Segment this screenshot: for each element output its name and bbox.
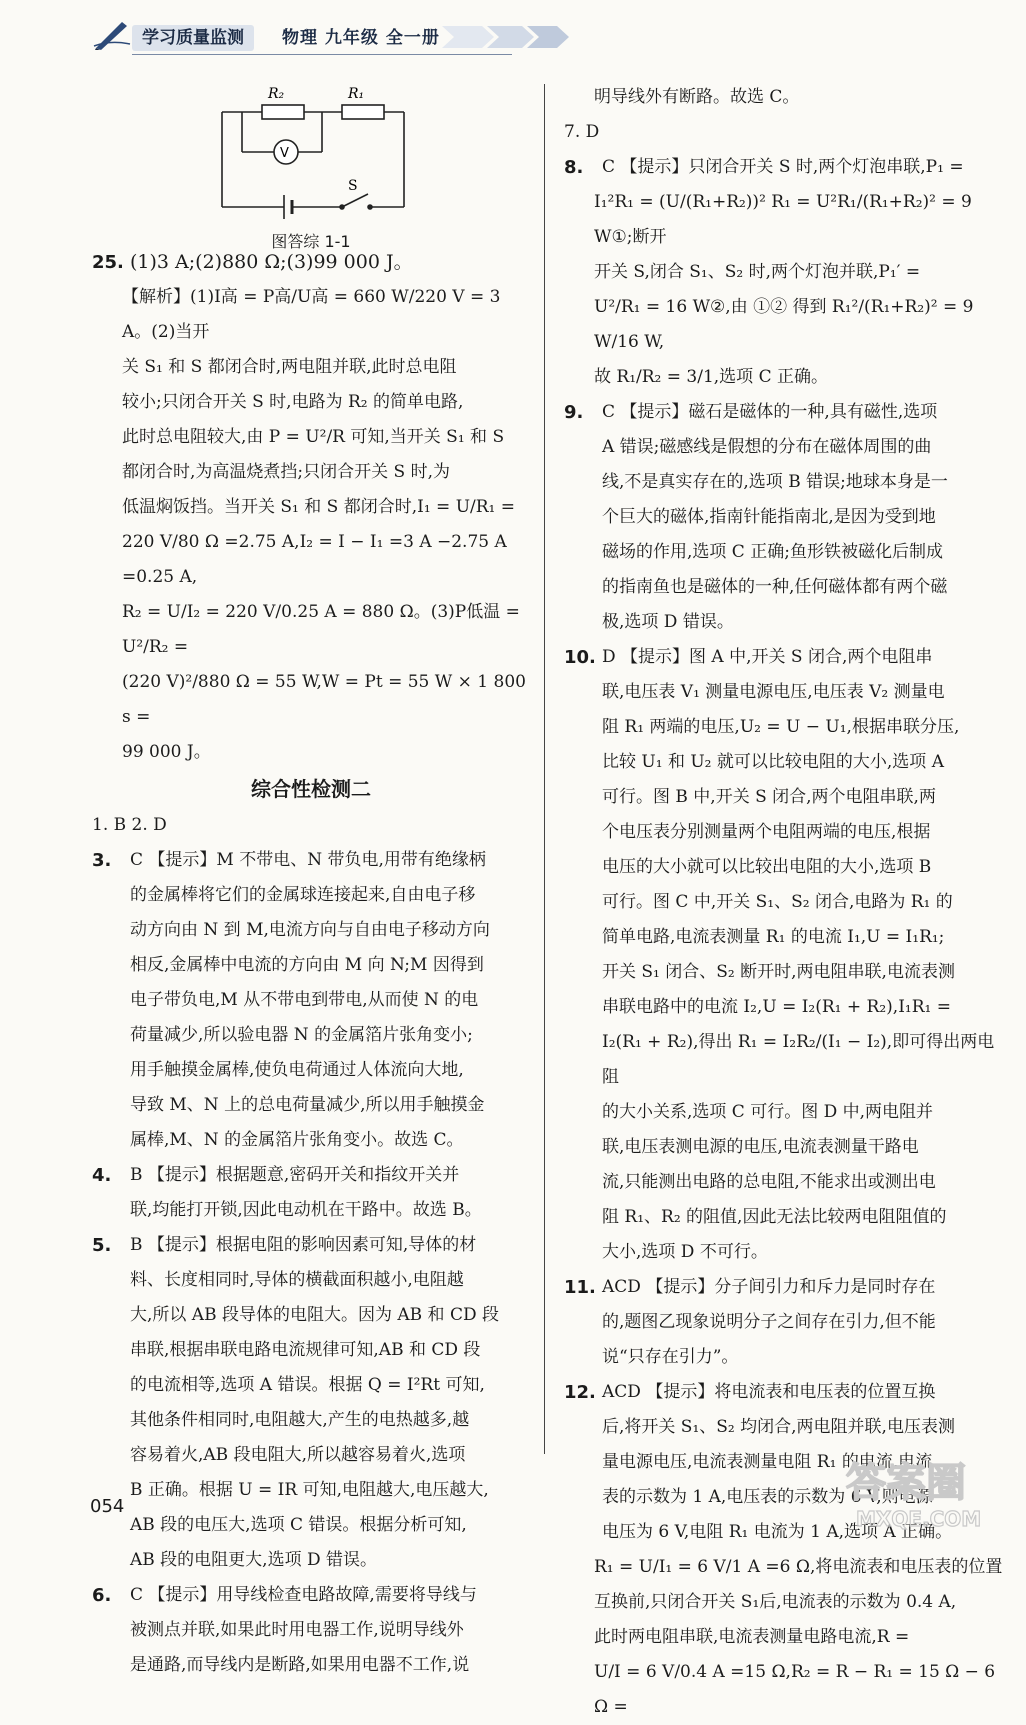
text-line: 电子带负电,M 从不带电到带电,从而使 N 的电	[130, 990, 479, 1010]
text-line: 比较 U₁ 和 U₂ 就可以比较电阻的大小,选项 A	[602, 752, 944, 772]
question-number: 10.	[564, 647, 596, 668]
text-line: R₁ = U/I₁ = 6 V/1 A =6 Ω,将电流表和电压表的位置	[594, 1557, 1003, 1577]
label-r1: R₁	[348, 86, 365, 102]
series-title: 学习质量监测	[132, 25, 254, 51]
circuit-figure	[92, 80, 530, 251]
text-line: 阻 R₁ 两端的电压,U₂ = U − U₁,根据串联分压,	[602, 717, 960, 737]
text-line: AB 段的电阻更大,选项 D 错误。	[130, 1550, 378, 1570]
text-line: 表的示数为 1 A,电压表的示数为 6 V,则电源	[602, 1487, 933, 1507]
text-line: B 正确。根据 U = IR 可知,电阻越大,电压越大,	[130, 1480, 489, 1500]
text-line: 可行。图 B 中,开关 S 闭合,两个电阻串联,两	[602, 787, 936, 807]
text-line: 串联,根据串联电路电流规律可知,AB 和 CD 段	[130, 1340, 481, 1360]
q8-continued	[564, 185, 1004, 395]
text-line: 开关 S₁ 闭合、S₂ 断开时,两电阻串联,电流表测	[602, 962, 955, 982]
text-line: 故 R₁/R₂ = 3/1,选项 C 正确。	[594, 367, 828, 387]
text-line: 荷量减少,所以验电器 N 的金属箔片张角变小;	[130, 1025, 473, 1045]
text-line: I₂(R₁ + R₂),得出 R₁ = I₂R₂/(I₁ − I₂),即可得出两电阻	[602, 1032, 995, 1087]
text-line: 关 S₁ 和 S 都闭合时,两电阻并联,此时总电阻	[122, 357, 457, 377]
text-line: 较小;只闭合开关 S 时,电路为 R₂ 的简单电路,	[122, 392, 464, 412]
section-title: 综合性检测二	[251, 777, 371, 801]
text-line: 此时两电阻串联,电流表测量电路电流,R =	[594, 1627, 910, 1647]
answers-1-2: 1. B 2. D	[92, 815, 167, 835]
question-4	[92, 1158, 530, 1228]
left-column	[92, 80, 530, 1683]
text-line: 极,选项 D 错误。	[602, 612, 734, 632]
text-line: 个电压表分别测量两个电阻两端的电压,根据	[602, 822, 931, 842]
text-line: 大小,选项 D 不可行。	[602, 1242, 768, 1262]
q12-continued	[564, 1550, 1004, 1725]
text-line: 容易着火,AB 段电阻大,所以越容易着火,选项	[130, 1445, 466, 1465]
text-line: (220 V)²/880 Ω = 55 W,W = Pt = 55 W × 1 800 s =	[122, 672, 526, 727]
text-line: 导致 M、N 上的总电荷量减少,所以用手触摸金	[130, 1095, 485, 1115]
text-line: C 【提示】磁石是磁体的一种,具有磁性,选项	[602, 402, 938, 422]
text-line: 的电流相等,选项 A 错误。根据 Q = I²Rt 可知,	[130, 1375, 485, 1395]
page-number: 054	[90, 1496, 125, 1517]
question-number: 11.	[564, 1277, 596, 1298]
text-line: U/I = 6 V/0.4 A =15 Ω,R₂ = R − R₁ = 15 Ω − 6 Ω =	[594, 1662, 996, 1717]
text-line: 流,只能测出电路的总电阻,不能求出或测出电	[602, 1172, 936, 1192]
answer-text: (1)3 A;(2)880 Ω;(3)99 000 J。	[130, 251, 413, 273]
text-line: 联,电压表 V₁ 测量电源电压,电压表 V₂ 测量电	[602, 682, 945, 702]
text-line: 后,将开关 S₁、S₂ 均闭合,两电阻并联,电压表测	[602, 1417, 955, 1437]
text-line: D 【提示】图 A 中,开关 S 闭合,两个电阻串	[602, 647, 933, 667]
text-line: 电压的大小就可以比较出电阻的大小,选项 B	[602, 857, 932, 877]
question-number: 5.	[92, 1235, 112, 1256]
watermark-bottom: MXQE.COM	[856, 1507, 982, 1531]
question-11	[564, 1270, 1004, 1375]
text-line: 的指南鱼也是磁体的一种,任何磁体都有两个磁	[602, 577, 948, 597]
subject-label: 物理 九年级 全一册	[282, 28, 440, 48]
text-line: 磁场的作用,选项 C 正确;鱼形铁被磁化后制成	[602, 542, 943, 562]
header-rule	[132, 54, 512, 55]
text-line: 线,不是真实存在的,选项 B 错误;地球本身是一	[602, 472, 948, 492]
text-line: 是通路,而导线内是断路,如果用电器不工作,说	[130, 1655, 470, 1675]
text-line: C 【提示】只闭合开关 S 时,两个灯泡串联,P₁ =	[602, 157, 964, 177]
text-line: A 错误;磁感线是假想的分布在磁体周围的曲	[602, 437, 932, 457]
page-header	[92, 18, 512, 52]
text-line: R₂ = U/I₂ = 220 V/0.25 A = 880 Ω。(3)P低温 = U²/R₂ =	[122, 602, 520, 657]
question-number: 3.	[92, 850, 112, 871]
text-line: 用手触摸金属棒,使负电荷通过人体流向大地,	[130, 1060, 464, 1080]
text-line: 的,题图乙现象说明分子之间存在引力,但不能	[602, 1312, 936, 1332]
text-line: I₁²R₁ = (U/(R₁+R₂))² R₁ = U²R₁/(R₁+R₂)² = 9 W①;断开	[594, 192, 972, 247]
text-line: C 【提示】M 不带电、N 带负电,用带有绝缘柄	[130, 850, 486, 870]
text-line: 此时总电阻较大,由 P = U²/R 可知,当开关 S₁ 和 S	[122, 427, 505, 447]
text-line: 动方向由 N 到 M,电流方向与自由电子移动方向	[130, 920, 490, 940]
answer-7: 7. D	[564, 122, 600, 142]
question-number: 8.	[564, 157, 584, 178]
watermark-top: 答案圈	[846, 1460, 966, 1506]
text-line: 联,电压表测电源的电压,电流表测量干路电	[602, 1137, 919, 1157]
text-line: 个巨大的磁体,指南针能指南北,是因为受到地	[602, 507, 936, 527]
text-line: C 【提示】用导线检查电路故障,需要将导线与	[130, 1585, 477, 1605]
question-3	[92, 843, 530, 1158]
text-line: 相反,金属棒中电流的方向由 M 向 N;M 因得到	[130, 955, 484, 975]
text-line: 量电源电压,电流表测量电阻 R₁ 的电流,电流	[602, 1452, 933, 1472]
text-line: 联,均能打开锁,因此电动机在干路中。故选 B。	[130, 1200, 482, 1220]
circuit-diagram	[202, 82, 422, 222]
question-9	[564, 395, 1004, 640]
text-line: 开关 S,闭合 S₁、S₂ 时,两个灯泡并联,P₁′ =	[594, 262, 921, 282]
text-line: 说“只存在引力”。	[602, 1347, 739, 1367]
text-line: ACD 【提示】将电流表和电压表的位置互换	[602, 1382, 936, 1402]
text-line: 220 V/80 Ω =2.75 A,I₂ = I − I₁ =3 A −2.75 A =0.25 A,	[122, 532, 507, 587]
pen-icon	[92, 18, 132, 50]
text-line: AB 段的电压大,选项 C 错误。根据分析可知,	[130, 1515, 467, 1535]
text-line: 被测点并联,如果此时用电器工作,说明导线外	[130, 1620, 464, 1640]
watermark-logo	[838, 1448, 1018, 1532]
text-line: B 【提示】根据电阻的影响因素可知,导体的材	[130, 1235, 477, 1255]
text-line: 【解析】(1)I高 = P高/U高 = 660 W/220 V = 3 A。(2)当开	[122, 287, 501, 342]
question-number: 12.	[564, 1382, 596, 1403]
text-line: ACD 【提示】分子间引力和斥力是同时存在	[602, 1277, 936, 1297]
text-line: 电压为 6 V,电阻 R₁ 电流为 1 A,选项 A 正确。	[602, 1522, 953, 1542]
text-line: 大,所以 AB 段导体的电阻大。因为 AB 和 CD 段	[130, 1305, 500, 1325]
text-line: 简单电路,电流表测量 R₁ 的电流 I₁,U = I₁R₁;	[602, 927, 945, 947]
question-number: 25.	[92, 252, 124, 273]
text-line: 可行。图 C 中,开关 S₁、S₂ 闭合,电路为 R₁ 的	[602, 892, 953, 912]
label-r2: R₂	[268, 86, 285, 102]
figure-caption: 图答综 1-1	[271, 232, 351, 251]
text-line: 阻 R₁、R₂ 的阻值,因此无法比较两电阻阻值的	[602, 1207, 947, 1227]
text-line: 99 000 J。	[122, 742, 211, 762]
question-10	[564, 640, 1004, 1270]
column-divider	[544, 84, 545, 1454]
label-switch: S	[348, 178, 358, 194]
text-line: 明导线外有断路。故选 C。	[594, 87, 800, 107]
text-line: 低温焖饭挡。当开关 S₁ 和 S 都闭合时,I₁ = U/R₁ =	[122, 497, 516, 517]
text-line: U²/R₁ = 16 W②,由 ①② 得到 R₁²/(R₁+R₂)² = 9 W/16 W,	[594, 297, 974, 352]
text-line: 其他条件相同时,电阻越大,产生的电热越多,越	[130, 1410, 470, 1430]
text-line: 都闭合时,为高温烧煮挡;只闭合开关 S 时,为	[122, 462, 450, 482]
text-line: B 【提示】根据题意,密码开关和指纹开关并	[130, 1165, 460, 1185]
text-line: 的大小关系,选项 C 可行。图 D 中,两电阻并	[602, 1102, 934, 1122]
question-6	[92, 1578, 530, 1683]
text-line: 料、长度相同时,导体的横截面积越小,电阻越	[130, 1270, 464, 1290]
text-line: 属棒,M、N 的金属箔片张角变小。故选 C。	[130, 1130, 464, 1150]
question-5	[92, 1228, 530, 1578]
question-25	[92, 245, 530, 280]
text-line: 串联电路中的电流 I₂,U = I₂(R₁ + R₂),I₁R₁ =	[602, 997, 951, 1017]
text-line: 的金属棒将它们的金属球连接起来,自由电子移	[130, 885, 476, 905]
label-voltmeter: V	[280, 146, 289, 161]
text-line: 互换前,只闭合开关 S₁后,电流表的示数为 0.4 A,	[594, 1592, 957, 1612]
question-number: 9.	[564, 402, 584, 423]
question-8	[564, 150, 1004, 185]
chevron-decoration-icon	[442, 22, 572, 52]
q25-explanation	[92, 280, 530, 770]
question-number: 6.	[92, 1585, 112, 1606]
question-number: 4.	[92, 1165, 112, 1186]
